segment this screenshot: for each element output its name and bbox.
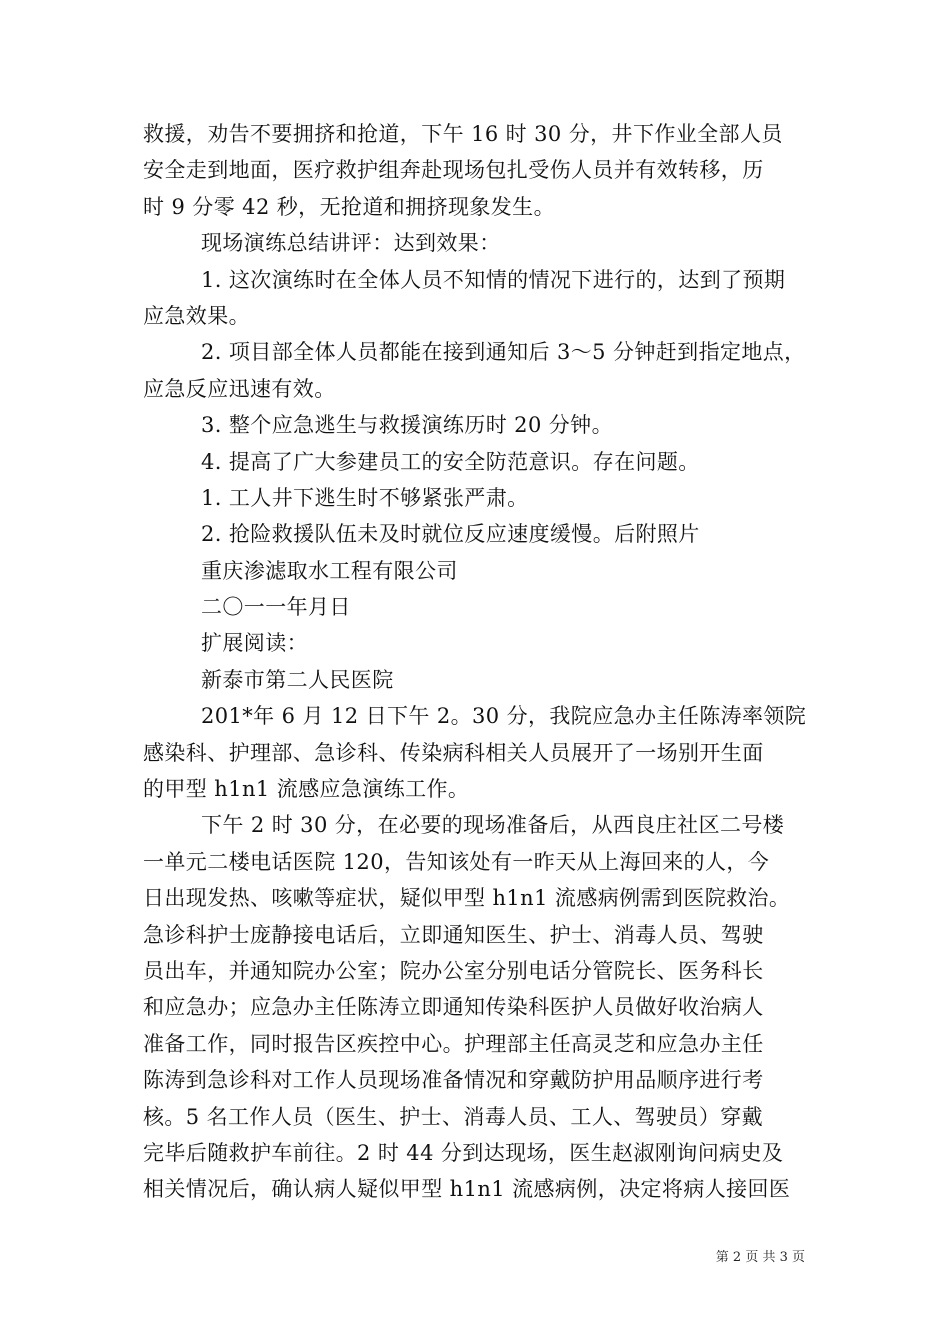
text-line: 新泰市第二人民医院 xyxy=(201,667,394,692)
text-line: 安全走到地面，医疗救护组奔赴现场包扎受伤人员并有效转移，历 xyxy=(143,158,764,183)
text-line: 201*年 6 月 12 日下午 2。30 分，我院应急办主任陈涛率领院 xyxy=(201,704,807,729)
text-line: 一单元二楼电话医院 120，告知该处有一昨天从上海回来的人，今 xyxy=(143,849,770,874)
text-line: 4. 提高了广大参建员工的安全防范意识。存在问题。 xyxy=(201,449,700,474)
text-line: 时 9 分零 42 秒，无抢道和拥挤现象发生。 xyxy=(143,194,555,219)
text-line: 相关情况后，确认病人疑似甲型 h1n1 流感病例，决定将病人接回医 xyxy=(143,1177,791,1202)
text-line: 感染科、护理部、急诊科、传染病科相关人员展开了一场别开生面 xyxy=(143,740,764,765)
page-footer: 第 2 页 共 3 页 xyxy=(715,1250,805,1265)
text-line: 救援，劝告不要拥挤和抢道，下午 16 时 30 分，井下作业全部人员 xyxy=(143,122,783,146)
document-body xyxy=(143,116,808,1208)
text-line: 1. 这次演练时在全体人员不知情的情况下进行的，达到了预期 xyxy=(201,267,786,292)
text-line: 下午 2 时 30 分，在必要的现场准备后，从西良庄社区二号楼 xyxy=(201,813,785,838)
text-line: 员出车，并通知院办公室；院办公室分别电话分管院长、医务科长 xyxy=(143,958,764,983)
text-line: 的甲型 h1n1 流感应急演练工作。 xyxy=(143,777,470,802)
text-line: 完毕后随救护车前往。2 时 44 分到达现场，医生赵淑刚询问病史及 xyxy=(143,1140,784,1165)
text-line: 1. 工人井下逃生时不够紧张严肃。 xyxy=(201,485,529,510)
text-line: 急诊科护士庞静接电话后，立即通知医生、护士、消毒人员、驾驶 xyxy=(143,922,764,947)
text-line: 和应急办；应急办主任陈涛立即通知传染科医护人员做好收治病人 xyxy=(143,995,764,1020)
text-line: 核。5 名工作人员（医生、护士、消毒人员、工人、驾驶员）穿戴 xyxy=(143,1104,764,1129)
text-line: 3. 整个应急逃生与救援演练历时 20 分钟。 xyxy=(201,413,613,438)
text-line: 2. 抢险救援队伍未及时就位反应速度缓慢。后附照片 xyxy=(201,522,700,547)
text-line: 二〇一一年月日 xyxy=(201,595,351,620)
text-line: 陈涛到急诊科对工作人员现场准备情况和穿戴防护用品顺序进行考 xyxy=(143,1068,764,1093)
text-line: 应急效果。 xyxy=(143,303,250,328)
text-line: 应急反应迅速有效。 xyxy=(143,376,336,401)
text-line: 日出现发热、咳嗽等症状，疑似甲型 h1n1 流感病例需到医院救治。 xyxy=(143,886,791,911)
text-line: 扩展阅读： xyxy=(201,631,308,656)
text-line: 现场演练总结讲评：达到效果： xyxy=(201,231,501,256)
text-line: 准备工作，同时报告区疾控中心。护理部主任高灵芝和应急办主任 xyxy=(143,1031,764,1056)
text-line: 2. 项目部全体人员都能在接到通知后 3～5 分钟赶到指定地点， xyxy=(201,340,806,365)
text-line: 重庆渗滤取水工程有限公司 xyxy=(201,558,458,583)
